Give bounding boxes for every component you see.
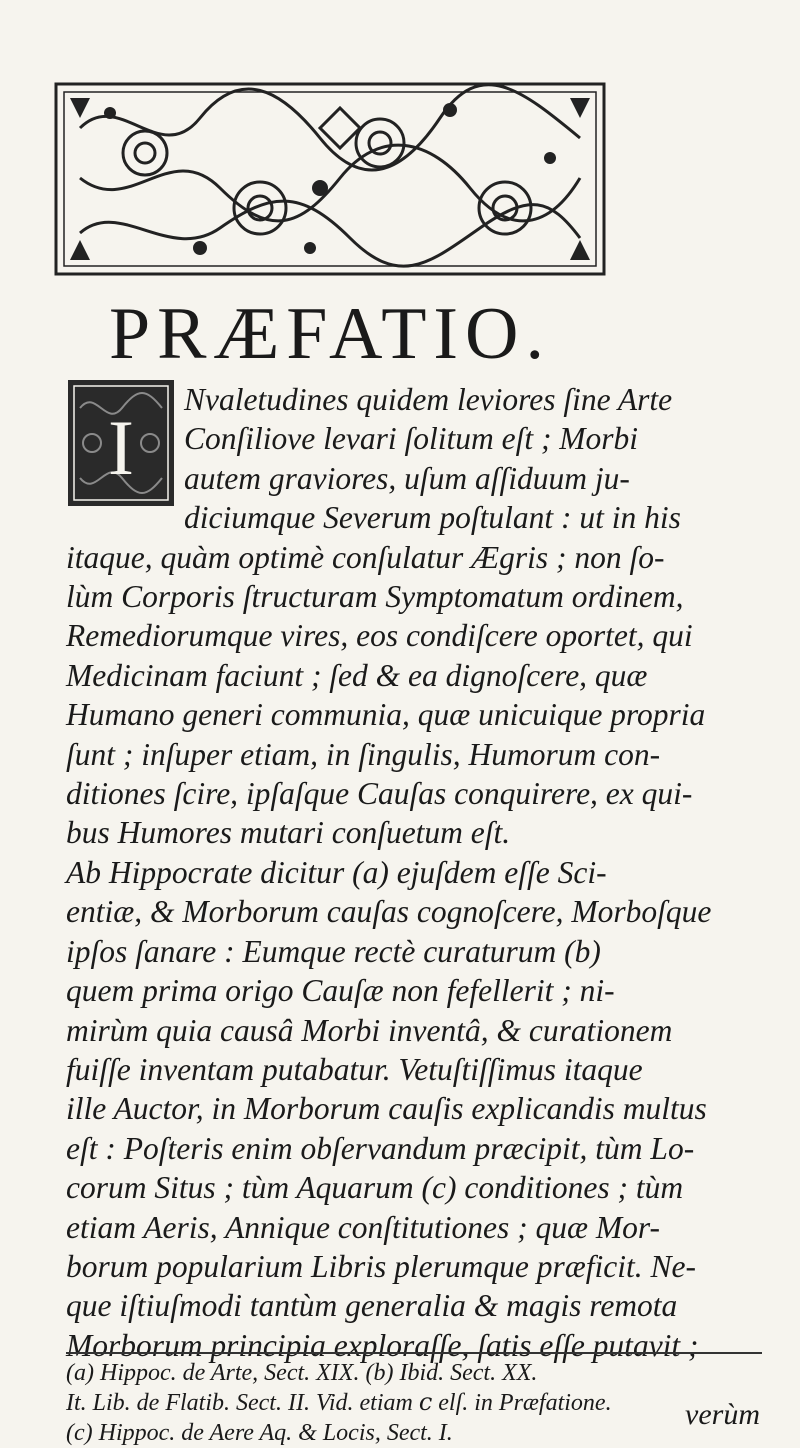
text-line: Humano generi communia, quæ unicuique propria <box>66 697 706 733</box>
text-line: borum popularium Libris plerumque præficit. Ne- <box>66 1248 697 1284</box>
text-line: itaque, quàm optimè conſulatur Ægris ; non ſo- <box>66 539 665 575</box>
text-line: fuiſſe inventam putabatur. Vetuſtiſſimus itaque <box>66 1051 643 1087</box>
text-line: entiæ, & Morborum cauſas cognoſcere, Morboſque <box>66 894 712 930</box>
text-line: Nvaletudines quidem leviores ſine Arte <box>184 382 673 417</box>
footnotes <box>66 1358 766 1448</box>
text-line: mirùm quia causâ Morbi inventâ, & curationem <box>66 1012 673 1048</box>
text-line: autem graviores, uſum aſſiduum ju- <box>184 460 630 496</box>
text-line: diciumque Severum poſtulant : ut in his <box>184 500 681 536</box>
headpiece-ornament <box>50 68 610 290</box>
text-line: eſt : Poſteris enim obſervandum præcipit, tùm Lo- <box>66 1130 695 1166</box>
text-line: que iſtiuſmodi tantùm generalia & magis remota <box>66 1288 678 1324</box>
initial-letter: I <box>108 404 134 491</box>
page-title: PRÆFATIO. <box>109 293 551 375</box>
text-line: Remediorumque vires, eos condiſcere oportet, qui <box>66 618 693 654</box>
footnote-line: (a) Hippoc. de Arte, Sect. XIX. (b) Ibid. Sect. XX. <box>66 1360 538 1386</box>
body-paragraph <box>66 380 766 1365</box>
text-line: ditiones ſcire, ipſaſque Cauſas conquirere, ex qui- <box>66 776 693 812</box>
text-line: Ab Hippocrate dicitur (a) ejuſdem eſſe Sci- <box>66 854 607 890</box>
text-line: ſunt ; inſuper etiam, in ſingulis, Humorum con- <box>66 736 661 772</box>
footnote-line: (c) Hippoc. de Aere Aq. & Locis, Sect. I. <box>66 1420 453 1446</box>
footnote-line: It. Lib. de Flatib. Sect. II. Vid. etiam ⅽ elſ. in Præfatione. <box>66 1390 612 1416</box>
text-line: Morborum principia exploraſſe, ſatis eſſe putavit ; <box>66 1327 699 1363</box>
text-line: corum Situs ; tùm Aquarum (c) conditiones ; tùm <box>66 1170 684 1206</box>
text-line: ille Auctor, in Morborum cauſis explicandis multus <box>66 1091 707 1127</box>
text-line: bus Humores mutari conſuetum eſt. <box>66 815 511 851</box>
text-line: Conſiliove levari ſolitum eſt ; Morbi <box>184 421 639 457</box>
text-line: quem prima origo Cauſæ non fefellerit ; ni- <box>66 973 615 1009</box>
footnote-rule <box>66 1352 762 1354</box>
text-line: Medicinam faciunt ; ſed & ea dignoſcere, quæ <box>66 657 648 693</box>
catchword: verùm <box>685 1398 760 1431</box>
text-line: ipſos ſanare : Eumque rectè curaturum (b) <box>66 933 601 969</box>
text-line: lùm Corporis ſtructuram Symptomatum ordinem, <box>66 579 684 615</box>
text-line: etiam Aeris, Annique conſtitutiones ; quæ Mor- <box>66 1209 661 1245</box>
